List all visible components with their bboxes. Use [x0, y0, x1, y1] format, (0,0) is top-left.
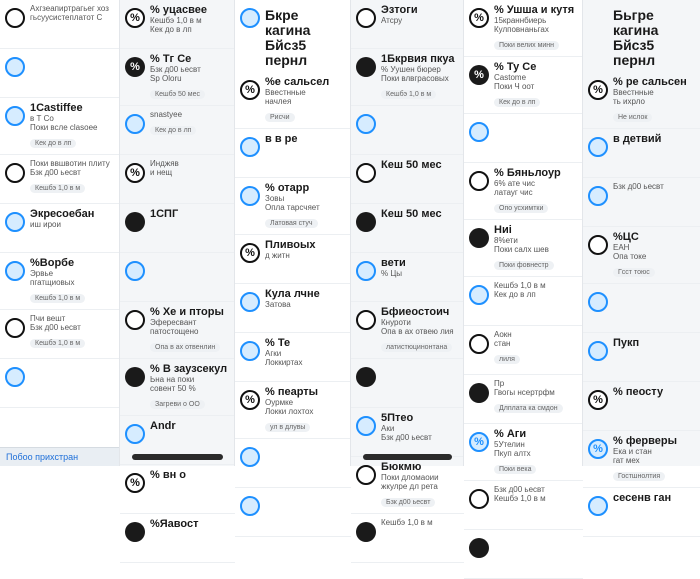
- offer-title: % пеосту: [613, 386, 664, 398]
- offer-item[interactable]: [583, 72, 700, 129]
- offer-item[interactable]: [120, 302, 235, 359]
- offer-title: % отарр: [265, 182, 310, 194]
- cashback-badge: Опа в ах отвенлин: [150, 343, 220, 352]
- offer-item[interactable]: [464, 163, 583, 220]
- cashback-icon: [5, 57, 25, 77]
- offer-condition: патостощено: [150, 327, 199, 336]
- offer-title: % Бяньлоур: [494, 167, 561, 179]
- offer-item[interactable]: [0, 155, 119, 204]
- offer-condition: и нещ: [150, 168, 173, 177]
- offer-title: сесенв ган: [613, 492, 672, 504]
- cashback-badge: Гсст тоюс: [613, 268, 655, 277]
- offer-title: 1СПГ: [150, 208, 179, 220]
- offer-item[interactable]: [464, 277, 583, 326]
- cashback-badge: Гостшнолтия: [613, 472, 665, 481]
- offer-title: %е сальсел: [265, 76, 330, 88]
- offer-item[interactable]: [351, 253, 464, 302]
- cashback-badge: Кешбэ 1,0 в м: [30, 184, 85, 193]
- offer-description: Ввестнные: [613, 88, 654, 97]
- cashback-badge: Бзк д00 ьесвт: [381, 498, 435, 507]
- offer-description: Кешбэ 1,0 в м: [150, 16, 202, 25]
- cashback-badge: Поки века: [494, 465, 536, 474]
- offer-item[interactable]: [120, 465, 235, 514]
- offer-description: Castome: [494, 73, 527, 82]
- brand-logo-icon: [356, 522, 376, 542]
- offer-item[interactable]: [351, 359, 464, 408]
- cashback-badge: Кешбэ 1,0 в м: [30, 339, 85, 348]
- offer-description: Бзк д00 ьесвт: [494, 485, 545, 494]
- offer-description: snastyee: [150, 110, 183, 119]
- offer-item[interactable]: [464, 481, 583, 530]
- offer-title: Кула лчне: [265, 288, 320, 300]
- offer-description: Ека и стан: [613, 447, 652, 456]
- offer-description: Бзк д00 ьесвт: [150, 65, 201, 74]
- offer-title: % ферверы: [613, 435, 678, 447]
- cashback-icon: [469, 285, 489, 305]
- column-4: [350, 0, 464, 527]
- offer-title: вети: [381, 257, 406, 269]
- offer-item[interactable]: [351, 204, 464, 253]
- offer-item[interactable]: [120, 514, 235, 563]
- offer-condition: гьсуусистеплатот С: [30, 13, 103, 22]
- cashback-badge: Кешбэ 50 мес: [150, 90, 205, 99]
- offer-item[interactable]: [0, 98, 119, 155]
- cashback-icon: [240, 341, 260, 361]
- offer-description: ЕАН: [613, 243, 630, 252]
- offer-item[interactable]: [583, 431, 700, 488]
- home-indicator: [132, 454, 223, 460]
- offer-description: 15краннбиерь: [494, 16, 547, 25]
- cashback-icon: [240, 8, 260, 28]
- offer-condition: Кешбэ 1,0 в м: [494, 494, 546, 503]
- percent-icon: [588, 235, 608, 255]
- cashback-icon: [588, 496, 608, 516]
- offer-description: Агки: [265, 349, 282, 358]
- offer-condition: стан: [494, 339, 511, 348]
- offer-condition: Поки влвграсовых: [381, 74, 449, 83]
- cashback-badge: Кешбэ 1,0 в м: [30, 294, 85, 303]
- offer-item[interactable]: [120, 155, 235, 204]
- offer-item[interactable]: [120, 0, 235, 49]
- offer-title: Бюкмю: [381, 461, 422, 473]
- offer-title: Andr: [150, 420, 176, 432]
- brand-logo-icon: [356, 57, 376, 77]
- offer-title: % Хе и пторы: [150, 306, 224, 318]
- offer-description: в Т Со: [30, 114, 54, 123]
- cashback-badge: Кек до в лп: [30, 139, 76, 148]
- offer-description: Поки дломаоии: [381, 473, 439, 482]
- offer-item[interactable]: [464, 530, 583, 579]
- offer-item[interactable]: [0, 49, 119, 98]
- offer-title: 1Бкрвия пкуа: [381, 53, 455, 65]
- cashback-badge: Кек до в лп: [150, 126, 196, 135]
- offer-item[interactable]: [464, 375, 583, 424]
- offer-item[interactable]: [120, 359, 235, 416]
- offer-condition: пгатщиовых: [30, 278, 75, 287]
- cashback-badge: Опо усхимтки: [494, 204, 548, 213]
- brand-logo-icon: %: [125, 57, 145, 77]
- offer-item[interactable]: [351, 302, 464, 359]
- cashback-icon: [588, 292, 608, 312]
- offer-description: Аки: [381, 424, 395, 433]
- offer-item[interactable]: [351, 514, 464, 563]
- column-6: [582, 0, 700, 504]
- offer-title: Эзтоги: [381, 4, 418, 16]
- column-2: [119, 0, 235, 530]
- offer-list: [235, 72, 351, 537]
- cashback-icon: [240, 292, 260, 312]
- offer-condition: Кек до в лп: [150, 25, 192, 34]
- offer-description: Поки ввшвотин плиту: [30, 159, 110, 168]
- offer-title: 5Птео: [381, 412, 414, 424]
- footer-link[interactable]: Побоо прихстран: [6, 452, 79, 462]
- offer-item[interactable]: [235, 178, 351, 235]
- offer-item[interactable]: [0, 253, 119, 310]
- offer-title: Экресоебан: [30, 208, 95, 220]
- offer-description: Пчи вешт: [30, 314, 66, 323]
- offer-title: % Тг Се: [150, 53, 192, 65]
- offer-condition: Гвогы нсертрфм: [494, 388, 555, 397]
- offer-condition: начлея: [265, 97, 292, 106]
- offer-condition: жкулре дл рета: [381, 482, 438, 491]
- offer-item[interactable]: [351, 408, 464, 457]
- percent-icon: %: [240, 80, 260, 100]
- cashback-icon: [5, 367, 25, 387]
- percent-icon: [356, 465, 376, 485]
- cashback-badge: Загреви о ОО: [150, 400, 205, 409]
- offer-condition: Поки Ч оот: [494, 82, 535, 91]
- percent-icon: %: [588, 390, 608, 410]
- page-title: Бьгре кагина: [613, 7, 659, 38]
- brand-logo-icon: [125, 367, 145, 387]
- offer-item[interactable]: [464, 114, 583, 163]
- offer-item[interactable]: [464, 57, 583, 114]
- offer-description: Оурмке: [265, 398, 294, 407]
- offer-condition: гат мех: [613, 456, 640, 465]
- offer-item[interactable]: [235, 129, 351, 178]
- brand-logo-icon: [469, 383, 489, 403]
- percent-icon: [356, 310, 376, 330]
- offer-item[interactable]: [120, 253, 235, 302]
- percent-icon: %: [469, 8, 489, 28]
- offer-item[interactable]: [583, 488, 700, 537]
- cashback-icon: %: [588, 439, 608, 459]
- offer-item[interactable]: [583, 382, 700, 431]
- offer-condition: Кулповнаньгах: [494, 25, 549, 34]
- offer-condition: латауг чис: [494, 188, 533, 197]
- cashback-badge: Латовая стуч: [265, 219, 318, 228]
- offer-item[interactable]: [120, 106, 235, 155]
- offer-condition: Локки лохтох: [265, 407, 314, 416]
- offer-description: Аокн: [494, 330, 512, 339]
- offer-title: Кеш 50 мес: [381, 159, 442, 171]
- cashback-icon: [5, 106, 25, 126]
- offer-item[interactable]: [583, 129, 700, 178]
- offer-condition: Опа токе: [613, 252, 647, 261]
- cashback-badge: Рисчи: [265, 113, 295, 122]
- percent-icon: %: [240, 390, 260, 410]
- offer-item[interactable]: [583, 227, 700, 284]
- percent-icon: %: [125, 8, 145, 28]
- offer-description: 5Утелин: [494, 440, 525, 449]
- offer-item[interactable]: [464, 0, 583, 57]
- offer-list: [464, 0, 583, 579]
- offer-item[interactable]: [351, 457, 464, 514]
- page-title: Бкре кагина: [265, 7, 311, 38]
- percent-icon: [125, 310, 145, 330]
- cashback-icon: [125, 424, 145, 444]
- cashback-icon: [356, 416, 376, 436]
- footer-bar[interactable]: [0, 447, 119, 466]
- cashback-icon: [240, 447, 260, 467]
- brand-logo-icon: [469, 538, 489, 558]
- brand-logo-icon: [356, 212, 376, 232]
- offer-item[interactable]: [0, 0, 119, 49]
- offer-condition: Бзк д00 ьесвт: [30, 323, 81, 332]
- offer-item[interactable]: [0, 310, 119, 359]
- offer-description: Ввестнные: [265, 88, 306, 97]
- offer-item[interactable]: [120, 204, 235, 253]
- cashback-icon: [240, 496, 260, 516]
- percent-icon: [469, 334, 489, 354]
- percent-icon: [356, 8, 376, 28]
- offer-list: [351, 0, 464, 563]
- offer-item[interactable]: [235, 284, 351, 333]
- percent-icon: %: [125, 163, 145, 183]
- cashback-badge: Кешбэ 1,0 в м: [381, 90, 436, 99]
- page-subtitle: Бйсз5 пернл: [265, 37, 308, 68]
- offer-list: [120, 0, 235, 563]
- offer-description: д житн: [265, 251, 290, 260]
- offer-list: [583, 72, 700, 537]
- percent-icon: [469, 171, 489, 191]
- offer-title: % В заузсекул: [150, 363, 228, 375]
- offer-condition: Поки всле сlasoee: [30, 123, 98, 132]
- offer-title: % ре сальсен: [613, 76, 687, 88]
- offer-description: иш ирои: [30, 220, 61, 229]
- offer-description: % Цы: [381, 269, 403, 278]
- offer-description: Зовы: [265, 194, 285, 203]
- offer-title: % пеарты: [265, 386, 319, 398]
- offer-condition: Кек до в лп: [494, 290, 536, 299]
- offer-condition: Sp Oloru: [150, 74, 182, 83]
- percent-icon: [356, 163, 376, 183]
- offer-title: Бфиеостоич: [381, 306, 450, 318]
- offer-item[interactable]: [235, 439, 351, 488]
- offer-item[interactable]: [351, 0, 464, 49]
- percent-icon: [5, 8, 25, 28]
- offer-item[interactable]: [235, 488, 351, 537]
- offer-item[interactable]: [351, 155, 464, 204]
- percent-icon: %: [125, 473, 145, 493]
- offer-item[interactable]: [464, 326, 583, 375]
- offer-item[interactable]: [0, 359, 119, 408]
- cashback-icon: [5, 212, 25, 232]
- cashback-badge: лиля: [494, 355, 520, 364]
- offer-item[interactable]: [351, 106, 464, 155]
- column-3: [234, 0, 351, 466]
- cashback-icon: [125, 114, 145, 134]
- brand-logo-icon: [356, 367, 376, 387]
- offer-condition: Пкуп алтх: [494, 449, 531, 458]
- offer-description: % Уушен бюрер: [381, 65, 441, 74]
- offer-title: % Ушша и кутя: [494, 4, 575, 16]
- brand-logo-icon: %: [469, 65, 489, 85]
- offer-item[interactable]: [464, 424, 583, 481]
- offer-item[interactable]: [235, 333, 351, 382]
- cashback-badge: Длплата ка смдон: [494, 404, 563, 413]
- offer-title: в в ре: [265, 133, 298, 145]
- offer-description: Атсру: [381, 16, 403, 25]
- cashback-badge: Кек до в лп: [494, 98, 540, 107]
- offer-title: 1Castiffee: [30, 102, 83, 114]
- page-header: [583, 0, 700, 72]
- offer-title: % вн о: [150, 469, 187, 481]
- cashback-icon: [240, 186, 260, 206]
- cashback-icon: [240, 137, 260, 157]
- offer-description: Инджяв: [150, 159, 179, 168]
- column-1: [0, 0, 119, 466]
- offer-item[interactable]: [464, 220, 583, 277]
- percent-icon: %: [588, 80, 608, 100]
- offer-condition: Поки салх шев: [494, 245, 549, 254]
- offer-description: Эфересвант: [150, 318, 197, 327]
- offer-title: Кеш 50 мес: [381, 208, 442, 220]
- offer-title: % Аги: [494, 428, 527, 440]
- brand-logo-icon: [469, 228, 489, 248]
- offer-condition: Локкиртах: [265, 358, 303, 367]
- brand-logo-icon: [125, 212, 145, 232]
- cashback-icon: [469, 122, 489, 142]
- offer-item[interactable]: [583, 333, 700, 382]
- cashback-badge: Не ислок: [613, 113, 652, 122]
- offer-description: Кнуроти: [381, 318, 411, 327]
- offer-description: Ьна на поки: [150, 375, 195, 384]
- offer-title: Пливоых: [265, 239, 316, 251]
- offer-description: Пр: [494, 379, 505, 388]
- percent-icon: [469, 489, 489, 509]
- offer-item[interactable]: [0, 204, 119, 253]
- offer-title: %Яавост: [150, 518, 199, 530]
- offer-description: 6% ате чис: [494, 179, 535, 188]
- offer-item[interactable]: [351, 49, 464, 106]
- cashback-badge: латистюцинонтана: [381, 343, 452, 352]
- offer-condition: Бзк д00 ьесвт: [381, 433, 432, 442]
- offer-title: Ниi: [494, 224, 512, 236]
- cashback-badge: ул в длувы: [265, 423, 310, 432]
- offer-condition: Опа в ах отвею лия: [381, 327, 454, 336]
- offer-description: Затова: [265, 300, 291, 309]
- cashback-badge: Поки фовнестр: [494, 261, 554, 270]
- offer-item[interactable]: [235, 235, 351, 284]
- brand-logo-icon: [125, 522, 145, 542]
- offer-item[interactable]: [583, 178, 700, 227]
- page-header: [235, 0, 351, 72]
- percent-icon: %: [240, 243, 260, 263]
- offer-condition: Бзк д00 ьесвт: [30, 168, 81, 177]
- offer-title: % Ту Се: [494, 61, 537, 73]
- page-subtitle: Бйсз5 пернл: [613, 37, 656, 68]
- offer-condition: ть ихрло: [613, 97, 645, 106]
- cashback-icon: %: [469, 432, 489, 452]
- percent-icon: [5, 163, 25, 183]
- offer-title: Пукп: [613, 337, 640, 349]
- percent-icon: [5, 318, 25, 338]
- offer-description: Ахгзеапиртрагьег хоз: [30, 4, 109, 13]
- offer-item[interactable]: [235, 382, 351, 439]
- column-5: [463, 0, 583, 503]
- offer-item[interactable]: [235, 72, 351, 129]
- offer-condition: Опла тарсчяет: [265, 203, 320, 212]
- offer-item[interactable]: [583, 284, 700, 333]
- offer-description: Кешбэ 1,0 в м: [381, 518, 433, 527]
- cashback-icon: [588, 186, 608, 206]
- offer-title: %ЦС: [613, 231, 639, 243]
- cashback-icon: [588, 137, 608, 157]
- cashback-icon: [588, 341, 608, 361]
- cashback-badge: Поки велих минн: [494, 41, 559, 50]
- offer-description: Кешбэ 1,0 в м: [494, 281, 546, 290]
- offer-title: в детвий: [613, 133, 662, 145]
- offer-description: 8%ети: [494, 236, 518, 245]
- cashback-icon: [125, 261, 145, 281]
- offer-condition: совент 50 %: [150, 384, 196, 393]
- cashback-icon: [5, 261, 25, 281]
- cashback-icon: [356, 114, 376, 134]
- offer-title: %Ворбе: [30, 257, 75, 269]
- offer-title: % уцасвее: [150, 4, 207, 16]
- offer-list: [0, 0, 119, 408]
- home-indicator: [363, 454, 452, 460]
- cashback-icon: [356, 261, 376, 281]
- offer-title: % Те: [265, 337, 291, 349]
- offer-description: Бзк д00 ьесвт: [613, 182, 664, 191]
- offer-item[interactable]: [120, 49, 235, 106]
- offer-description: Эрвье: [30, 269, 54, 278]
